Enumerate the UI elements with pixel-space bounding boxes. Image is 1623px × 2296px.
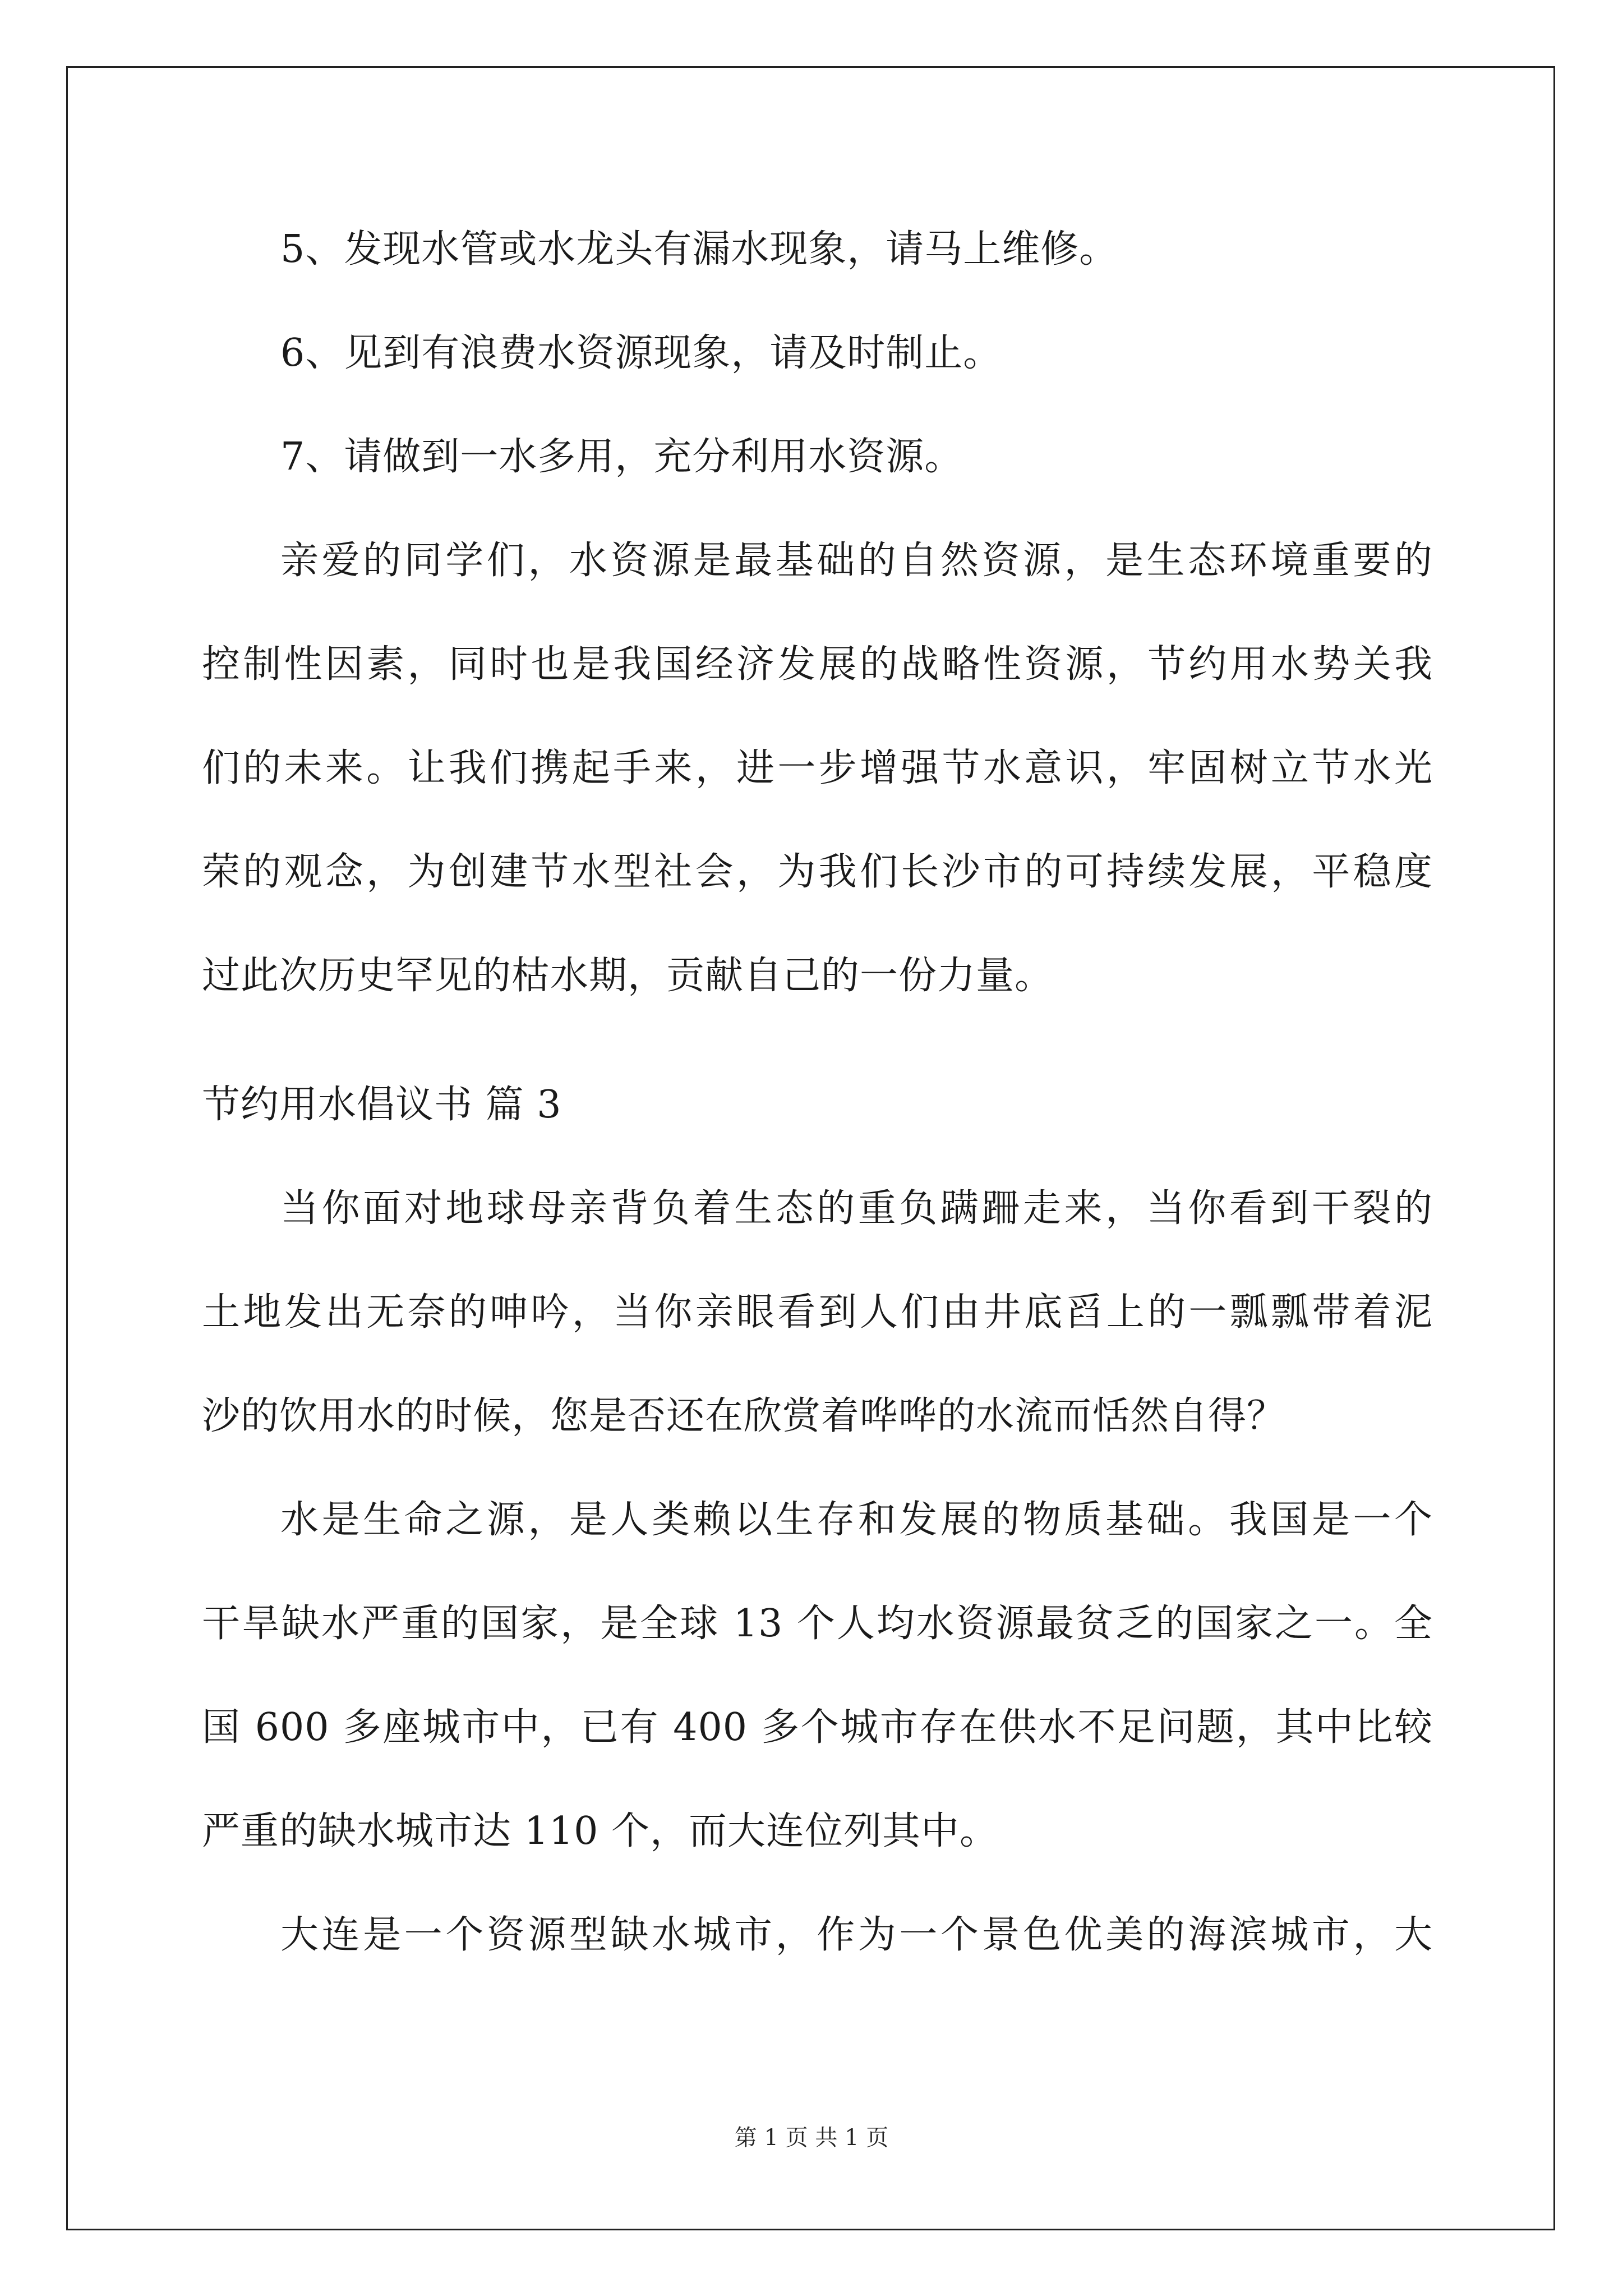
paragraph-line: 水是生命之源，是人类赖以生存和发展的物质基础。我国是一个 xyxy=(280,1498,1433,1542)
paragraph-line: 土地发出无奈的呻吟，当你亲眼看到人们由井底舀上的一瓢瓢带着泥 xyxy=(202,1290,1433,1335)
paragraph-line: 干旱缺水严重的国家，是全球 13 个人均水资源最贫乏的国家之一。全 xyxy=(202,1602,1433,1646)
paragraph-line: 严重的缺水城市达 110 个，而大连位列其中。 xyxy=(202,1809,999,1853)
paragraph-line: 当你面对地球母亲背负着生态的重负蹒跚走来，当你看到干裂的 xyxy=(280,1186,1433,1231)
paragraph-line: 荣的观念，为创建节水型社会，为我们长沙市的可持续发展，平稳度 xyxy=(202,850,1433,894)
paragraph-line: 国 600 多座城市中，已有 400 多个城市存在供水不足问题，其中比较 xyxy=(202,1705,1433,1750)
paragraph-line: 亲爱的同学们，水资源是最基础的自然资源，是生态环境重要的 xyxy=(280,539,1433,583)
section-heading: 节约用水倡议书 篇 3 xyxy=(202,1083,562,1127)
page-footer: 第 1 页 共 1 页 xyxy=(734,2125,889,2151)
paragraph-line: 们的未来。让我们携起手来，进一步增强节水意识，牢固树立节水光 xyxy=(202,746,1433,790)
list-item-7: 7、请做到一水多用，充分利用水资源。 xyxy=(280,435,963,479)
list-item-5: 5、发现水管或水龙头有漏水现象，请马上维修。 xyxy=(280,227,1118,272)
paragraph-line: 沙的饮用水的时候，您是否还在欣赏着哗哗的水流而恬然自得？ xyxy=(202,1394,1286,1438)
paragraph-line: 过此次历史罕见的枯水期，贡献自己的一份力量。 xyxy=(202,954,1054,998)
list-item-6: 6、见到有浪费水资源现象，请及时制止。 xyxy=(280,331,1002,375)
paragraph-line: 控制性因素，同时也是我国经济发展的战略性资源，节约用水势关我 xyxy=(202,642,1433,687)
page-border xyxy=(66,66,1555,2230)
paragraph-line: 大连是一个资源型缺水城市，作为一个景色优美的海滨城市，大 xyxy=(280,1913,1433,1957)
